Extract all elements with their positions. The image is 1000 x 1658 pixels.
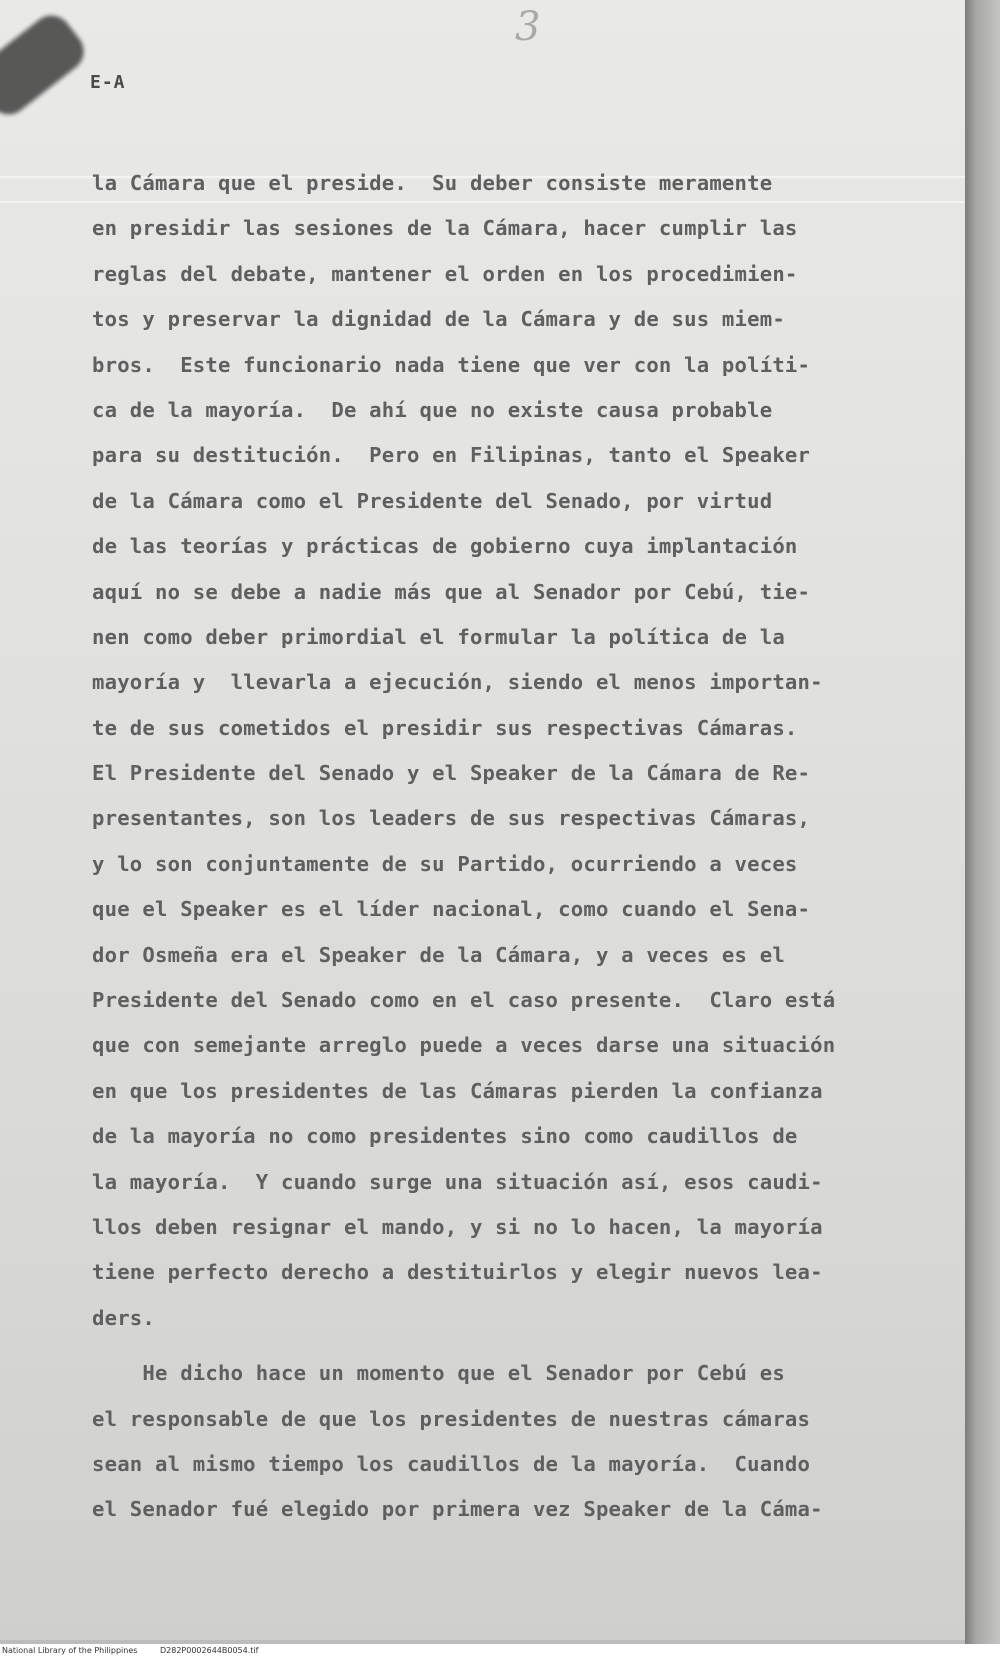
text-line: la mayoría. Y cuando surge una situación así, esos caudi-	[92, 1169, 823, 1194]
text-line: He dicho hace un momento que el Senador por Cebú es	[92, 1361, 785, 1386]
text-line: te de sus cometidos el presidir sus respectivas Cámaras.	[92, 715, 798, 740]
text-line: mayoría y llevarla a ejecución, siendo el menos importan-	[92, 670, 823, 695]
text-line: Presidente del Senado como en el caso presente. Claro está	[92, 988, 836, 1013]
text-line: para su destitución. Pero en Filipinas, tanto el Speaker	[92, 443, 811, 468]
text-line: tiene perfecto derecho a destituirlos y elegir nuevos lea-	[92, 1260, 823, 1285]
text-line: sean al mismo tiempo los caudillos de la mayoría. Cuando	[92, 1451, 811, 1476]
text-line: y lo son conjuntamente de su Partido, ocurriendo a veces	[92, 851, 798, 876]
corner-shadow	[0, 7, 92, 122]
text-line: en presidir las sesiones de la Cámara, hacer cumplir las	[92, 216, 798, 241]
text-line: reglas del debate, mantener el orden en los procedimien-	[92, 261, 798, 286]
text-line: El Presidente del Senado y el Speaker de la Cámara de Re-	[92, 761, 811, 786]
scan-footer	[0, 1644, 1000, 1658]
text-line: bros. Este funcionario nada tiene que ver con la políti-	[92, 352, 811, 377]
text-line: llos deben resignar el mando, y si no lo hacen, la mayoría	[92, 1214, 823, 1239]
text-line: de las teorías y prácticas de gobierno cuya implantación	[92, 534, 798, 559]
text-line: el responsable de que los presidentes de nuestras cámaras	[92, 1406, 811, 1431]
text-line: de la mayoría no como presidentes sino como caudillos de	[92, 1124, 798, 1149]
text-line: ders.	[92, 1305, 155, 1330]
page-edge-shadow	[965, 0, 1000, 1658]
text-line: tos y preservar la dignidad de la Cámara y de sus miem-	[92, 307, 785, 332]
text-line: el Senador fué elegido por primera vez Speaker de la Cáma-	[92, 1497, 823, 1522]
text-line: que con semejante arreglo puede a veces darse una situación	[92, 1033, 836, 1058]
footer-library: National Library of the Philippines	[2, 1646, 138, 1655]
text-line: aquí no se debe a nadie más que al Senador por Cebú, tie-	[92, 579, 811, 604]
corner-mark: ¹	[8, 68, 17, 84]
footer-file-id: D282P0002644B0054.tif	[160, 1646, 259, 1655]
text-line: la Cámara que el preside. Su deber consiste meramente	[92, 171, 773, 195]
paragraph-gap	[92, 1341, 932, 1351]
page-number: 3	[515, 4, 541, 50]
text-line: que el Speaker es el líder nacional, como cuando el Sena-	[92, 897, 811, 922]
text-line: dor Osmeña era el Speaker de la Cámara, y a veces es el	[92, 942, 785, 967]
text-line: de la Cámara como el Presidente del Senado, por virtud	[92, 488, 773, 513]
text-line: ca de la mayoría. De ahí que no existe causa probable	[92, 397, 773, 422]
text-line: presentantes, son los leaders de sus respectivas Cámaras,	[92, 806, 811, 831]
section-label: E-A	[90, 72, 126, 93]
text-line: nen como deber primordial el formular la política de la	[92, 624, 785, 649]
text-line: en que los presidentes de las Cámaras pierden la confianza	[92, 1078, 823, 1103]
typed-body-text	[92, 161, 932, 1533]
